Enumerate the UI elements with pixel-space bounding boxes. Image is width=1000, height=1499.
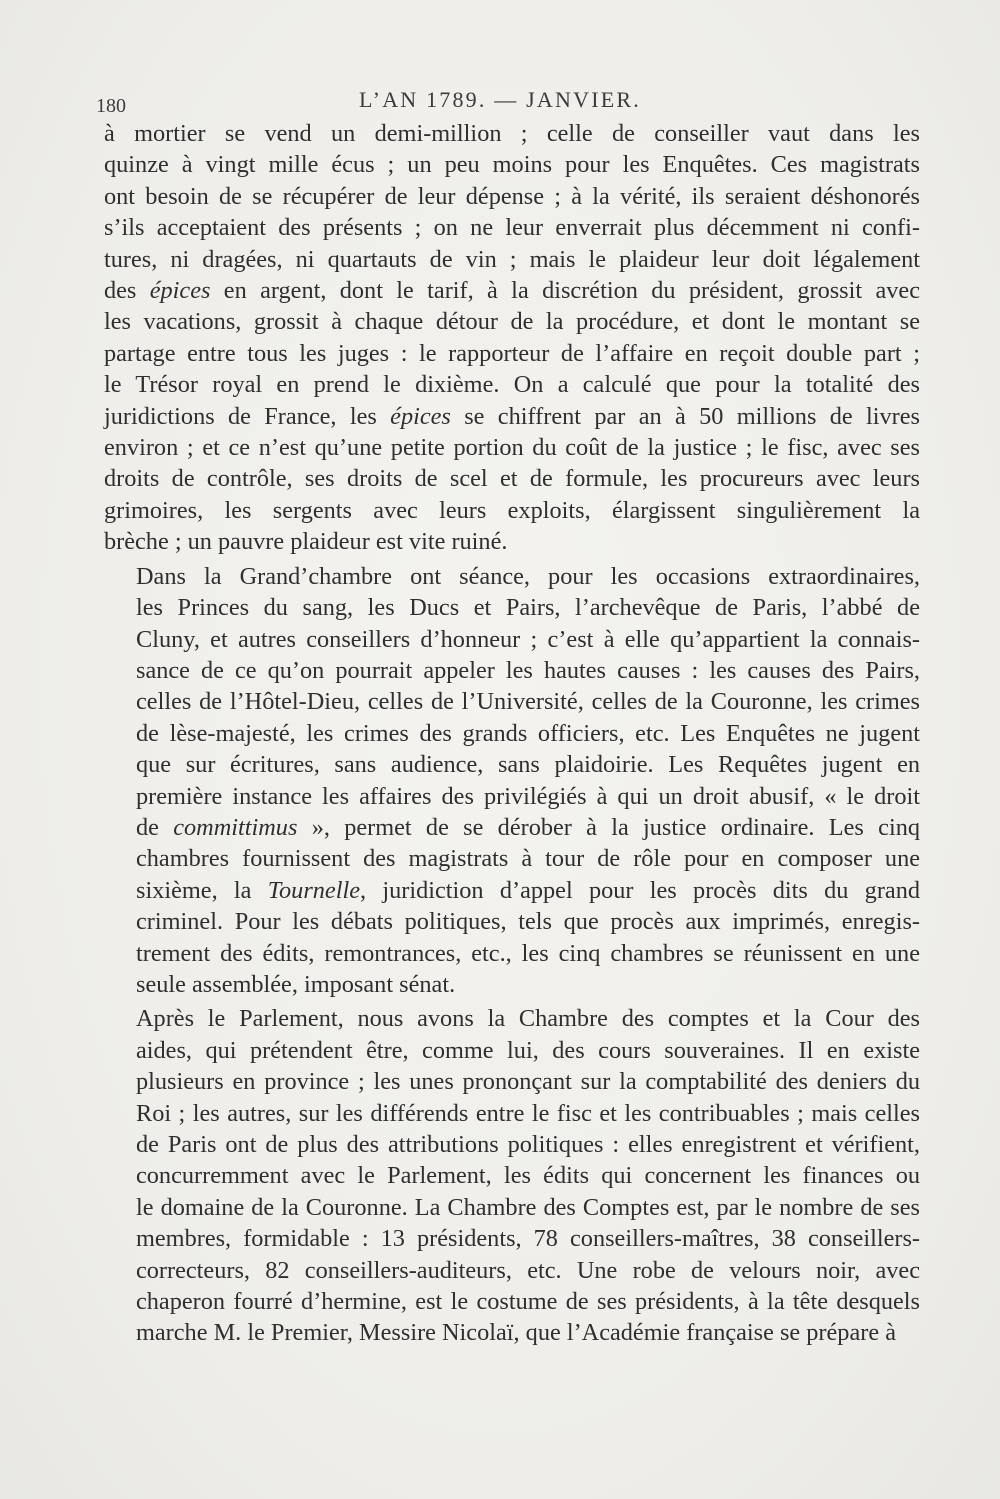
text-run: chaperon fourré d’hermine, est le costume de ses présidents, à la tête desquels (136, 1288, 920, 1316)
text-line (104, 118, 920, 149)
text-run: s’ils acceptaient des présents ; on ne leur enverrait plus décemment ni confi- (104, 214, 920, 242)
paragraph (104, 118, 920, 558)
text-line (104, 592, 920, 623)
text-run: les Princes du sang, les Ducs et Pairs, l’archevêque de Paris, l’abbé de (136, 594, 920, 622)
text-run: de lèse-majesté, les crimes des grands officiers, etc. Les Enquêtes ne jugent (136, 719, 920, 747)
text-line (104, 1129, 920, 1160)
text-run: les vacations, grossit à chaque détour de la procédure, et dont le montant se (104, 308, 920, 336)
text-line (104, 212, 920, 243)
text-run: sixième, la (136, 876, 268, 904)
text-line (104, 275, 920, 306)
text-line (104, 495, 920, 526)
text-run: chambres fournissent des magistrats à tour de rôle pour en composer une (136, 845, 920, 873)
text-run: plusieurs en province ; les unes prononçant sur la comptabilité des deniers du (136, 1068, 920, 1096)
text-run: tures, ni dragées, ni quartauts de vin ; mais le plaideur leur doit légalement (104, 245, 920, 273)
text-run: que sur écritures, sans audience, sans plaidoirie. Les Requêtes jugent en (136, 751, 920, 779)
text-line (104, 181, 920, 212)
text-line (104, 244, 920, 275)
text-run: en argent, dont le tarif, à la discrétion du président, grossit avec (210, 277, 920, 305)
paragraph (104, 561, 920, 1001)
text-run: Après le Parlement, nous avons la Chambre des comptes et la Cour des (136, 1005, 920, 1033)
text-run: des (104, 277, 150, 305)
text-line (104, 306, 920, 337)
text-line (104, 432, 920, 463)
text-line (104, 1035, 920, 1066)
text-line (104, 561, 920, 592)
text-run: partage entre tous les juges : le rapporteur de l’affaire en reçoit double part ; (104, 339, 920, 367)
text-line (104, 463, 920, 494)
text-run: à mortier se vend un demi-million ; celle de conseiller vaut dans les (104, 120, 920, 147)
text-run: Dans la Grand’chambre ont séance, pour les occasions extraordinaires, (136, 562, 920, 590)
text-run: Roi ; les autres, sur les différends entre le fisc et les contribuables ; mais celles (136, 1099, 920, 1127)
text-line (104, 906, 920, 937)
text-line (104, 686, 920, 717)
text-run: de Paris ont de plus des attributions politiques : elles enregistrent et vérifient, (136, 1131, 920, 1158)
text-line (104, 718, 920, 749)
text-run: droits de contrôle, ses droits de scel et de formule, les procureurs avec leurs (104, 465, 920, 493)
text-line (104, 149, 920, 180)
text-run: criminel. Pour les débats politiques, tels que procès aux imprimés, enregis- (136, 908, 920, 936)
text-line (104, 875, 920, 906)
paragraph (104, 1003, 920, 1348)
italic-term: Tournelle (267, 876, 360, 904)
text-run: aides, qui prétendent être, comme lui, des cours souveraines. Il en existe (136, 1036, 920, 1064)
text-line (104, 1286, 920, 1317)
text-line (104, 1066, 920, 1097)
text-run: », permet de se dérober à la justice ordinaire. Les cinq (297, 813, 920, 841)
text-run: concurremment avec le Parlement, les édits qui concernent les finances ou (136, 1162, 920, 1190)
text-line (104, 843, 920, 874)
text-line (104, 1317, 920, 1348)
text-line (104, 1098, 920, 1129)
text-line (104, 1223, 920, 1254)
text-line (104, 338, 920, 369)
text-run: le domaine de la Couronne. La Chambre des Comptes est, par le nombre de ses (136, 1193, 920, 1221)
text-line (104, 369, 920, 400)
text-line (104, 1192, 920, 1223)
text-run: sance de ce qu’on pourrait appeler les hautes causes : les causes des Pairs, (136, 656, 920, 684)
text-run: membres, formidable : 13 présidents, 78 conseillers-maîtres, 38 conseillers- (136, 1225, 920, 1253)
text-line (104, 781, 920, 812)
italic-term: épices (390, 402, 451, 430)
text-run: correcteurs, 82 conseillers-auditeurs, etc. Une robe de velours noir, avec (136, 1256, 920, 1284)
text-run: Cluny, et autres conseillers d’honneur ; c’est à elle qu’appartient la connais- (136, 625, 920, 653)
text-run: de (136, 813, 174, 841)
text-run: brèche ; un pauvre plaideur est vite ruiné. (104, 528, 508, 556)
text-line (104, 655, 920, 686)
text-run: environ ; et ce n’est qu’une petite portion du coût de la justice ; le fisc, avec ses (104, 434, 920, 462)
running-head: L’AN 1789. — JANVIER. (359, 87, 641, 112)
text-run: se chiffrent par an à 50 millions de livres (450, 402, 920, 430)
text-run: grimoires, les sergents avec leurs exploits, élargissent singulièrement la (104, 496, 920, 524)
text-line (104, 749, 920, 780)
text-line (104, 1160, 920, 1191)
text-run: première instance les affaires des privilégiés à qui un droit abusif, « le droit (136, 782, 920, 810)
text-line (104, 1003, 920, 1034)
italic-term: committimus (173, 813, 298, 841)
text-run: ont besoin de se récupérer de leur dépense ; à la vérité, ils seraient déshonorés (104, 182, 920, 210)
page-number: 180 (96, 95, 126, 117)
text-line (104, 938, 920, 969)
text-run: celles de l’Hôtel-Dieu, celles de l’Université, celles de la Couronne, les crimes (136, 688, 920, 716)
text-line (104, 1255, 920, 1286)
text-line (104, 969, 920, 1000)
text-run: juridictions de France, les (104, 402, 391, 430)
italic-term: épices (149, 277, 211, 305)
text-line (104, 812, 920, 843)
text-run: le Trésor royal en prend le dixième. On a calculé que pour la totalité des (104, 371, 920, 399)
text-run: quinze à vingt mille écus ; un peu moins pour les Enquêtes. Ces magistrats (104, 151, 920, 179)
text-line (104, 401, 920, 432)
body-text (104, 118, 920, 1349)
text-run: marche M. le Premier, Messire Nicolaï, que l’Académie française se prépare à (136, 1319, 896, 1347)
text-line (104, 624, 920, 655)
text-run: trement des édits, remontrances, etc., les cinq chambres se réunissent en une (136, 939, 920, 967)
text-line (104, 526, 920, 557)
text-run: seule assemblée, imposant sénat. (136, 970, 456, 998)
text-run: , juridiction d’appel pour les procès dits du grand (360, 876, 920, 904)
